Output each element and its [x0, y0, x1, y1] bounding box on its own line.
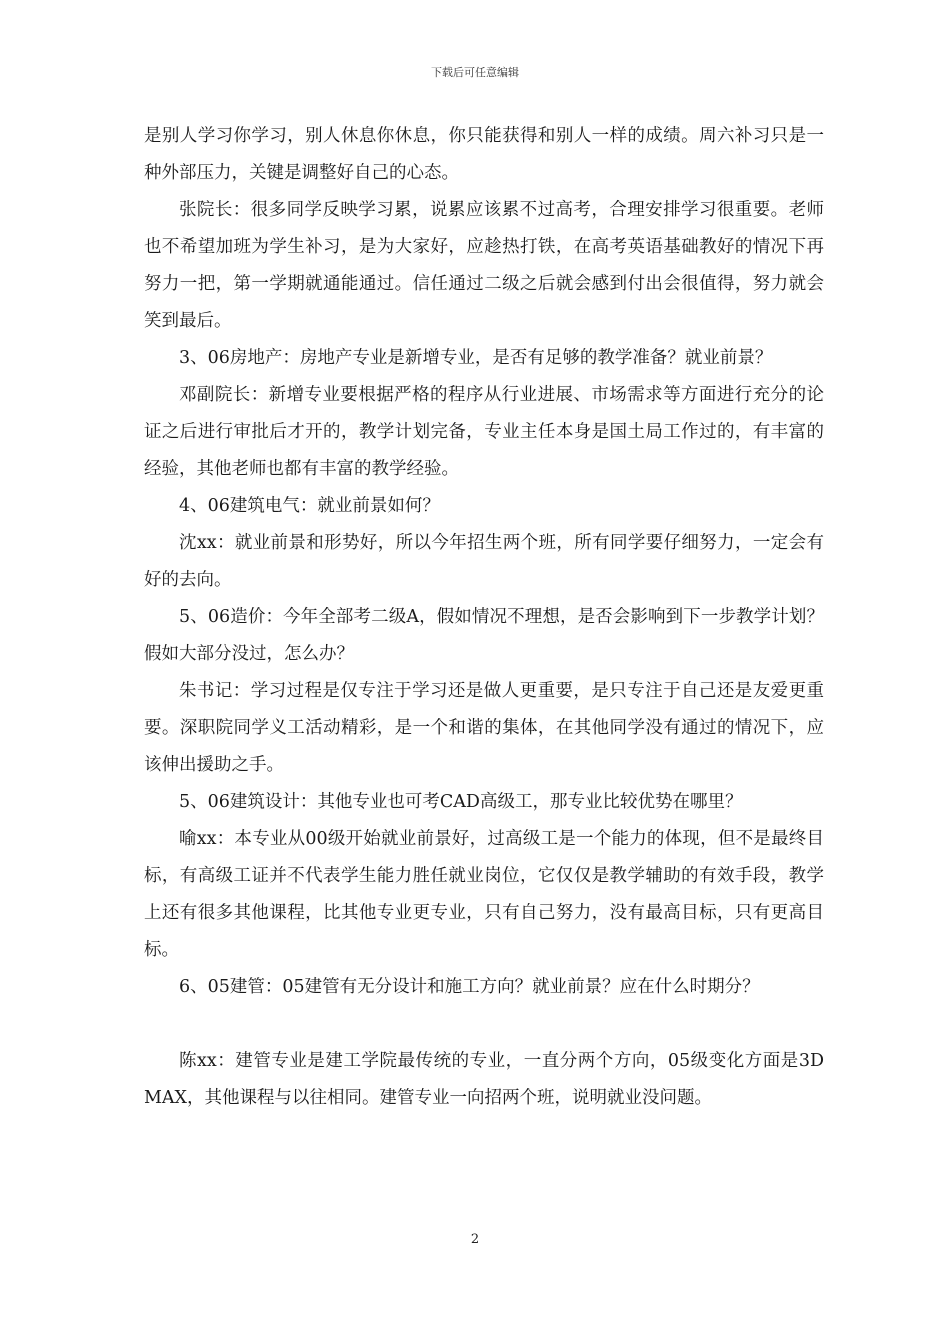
page-number: 2 [470, 1232, 480, 1247]
paragraph-9: 5、06建筑设计：其他专业也可考CAD高级工，那专业比较优势在哪里？ [179, 792, 743, 812]
paragraph-7: 5、06造价：今年全部考二级A，假如情况不理想，是否会影响到下一步教学计划？假如大部分没过，怎么办？ [144, 607, 824, 664]
paragraph-2: 张院长：很多同学反映学习累，说累应该累不过高考，合理安排学习很重要。老师也不希望加班为学生补习，是为大家好，应趁热打铁，在高考英语基础教好的情况下再努力一把，第一学期就通能通过。信任通过二级之后就会感到付出会很值得，努力就会笑到最后。 [144, 200, 824, 331]
paragraph-4: 邓副院长：新增专业要根据严格的程序从行业进展、市场需求等方面进行充分的论证之后进行审批后才开的，教学计划完备，专业主任本身是国土局工作过的，有丰富的经验，其他老师也都有丰富的教学经验。 [144, 385, 824, 479]
blank-line [144, 1006, 824, 1043]
document-body [144, 118, 824, 1117]
paragraph-11: 6、05建管：05建管有无分设计和施工方向？就业前景？应在什么时期分？ [179, 977, 760, 997]
paragraph-8: 朱书记：学习过程是仅专注于学习还是做人更重要，是只专注于自己还是友爱更重要。深职院同学义工活动精彩，是一个和谐的集体，在其他同学没有通过的情况下，应该伸出援助之手。 [144, 681, 824, 775]
paragraph-1: 是别人学习你学习，别人休息你休息，你只能获得和别人一样的成绩。周六补习只是一种外部压力，关键是调整好自己的心态。 [144, 126, 824, 183]
page-header: 下载后可任意编辑 [431, 66, 519, 79]
paragraph-3: 3、06房地产：房地产专业是新增专业，是否有足够的教学准备？就业前景？ [179, 348, 773, 368]
paragraph-12: 陈xx：建管专业是建工学院最传统的专业，一直分两个方向，05级变化方面是3DMAX，其他课程与以往相同。建管专业一向招两个班，说明就业没问题。 [144, 1051, 824, 1108]
paragraph-6: 沈xx：就业前景和形势好，所以今年招生两个班，所有同学要仔细努力，一定会有好的去向。 [144, 533, 824, 590]
paragraph-5: 4、06建筑电气：就业前景如何？ [179, 496, 440, 516]
paragraph-10: 喻xx：本专业从00级开始就业前景好，过高级工是一个能力的体现，但不是最终目标，有高级工证并不代表学生能力胜任就业岗位，它仅仅是教学辅助的有效手段，教学上还有很多其他课程，比其他专业更专业，只有自己努力，没有最高目标，只有更高目标。 [144, 829, 824, 960]
